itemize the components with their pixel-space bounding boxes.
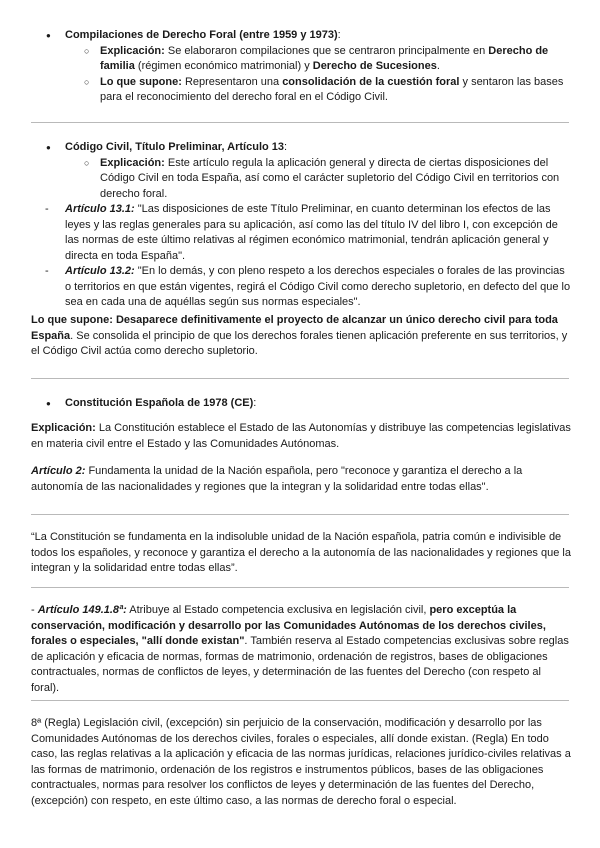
- subbullet-explicacion: ○ Explicación: Se elaboraron compilaciones que se centraron principalmente en Derecho de familia (régimen económico matrimonial) y Derecho de Sucesiones.: [31, 44, 571, 75]
- quote-constitucion: “La Constitución se fundamenta en la indisoluble unidad de la Nación española, patria común e indivisible de todos los españoles, y reconoce y garantiza el derecho a la autonomía de las nacionalidades y regiones que la integran y la solidaridad entre todas ellas”.: [31, 531, 571, 574]
- divider: [31, 700, 569, 701]
- section-constitucion: [31, 396, 571, 412]
- dash-item-art-13-2: - Artículo 13.2: "En lo demás, y con pleno respeto a los derechos especiales o forales de las provincias o territorios en que están vigentes, regirá el Código Civil como derecho supletorio, en defecto del que lo sea en cada una de aquéllas según sus normas especiales".: [31, 264, 571, 311]
- paragraph-articulo-2: Artículo 2: Fundamenta la unidad de la Nación española, pero "reconoce y garantiza el derecho a la autonomía de las nacionalidades y regiones que la integran y la solidaridad entre todas ellas".: [31, 465, 523, 493]
- heading-compilaciones: Compilaciones de Derecho Foral (entre 1959 y 1973): [65, 29, 338, 41]
- divider: [31, 514, 569, 515]
- subbullet-lo-que-supone: ○ Lo que supone: Representaron una consolidación de la cuestión foral y sentaron las bases para el reconocimiento del derecho foral en el Código Civil.: [31, 75, 571, 106]
- paragraph-explicacion-ce: Explicación: La Constitución establece el Estado de las Autonomías y distribuye las competencias legislativas en materia civil entre el Estado y las Comunidades Autónomas.: [31, 422, 571, 450]
- dash-item-art-13-1: - Artículo 13.1: "Las disposiciones de este Título Preliminar, en cuanto determinan los efectos de las leyes y las reglas generales para su aplicación, así como las del título IV del libro I, con excepción de las normas de este último relativas al régimen económico matrimonial, tendrán aplicación general y directa en toda España".: [31, 202, 571, 264]
- paragraph-regla-8: 8ª (Regla) Legislación civil, (excepción) sin perjuicio de la conservación, modificación y desarrollo por las Comunidades Autónomas de los derechos civiles, forales o especiales, allí donde existan. (Regla) En todo caso, las reglas relativas a la aplicación y eficacia de las normas jurídicas, relaciones jurídico-civiles relativas a las formas de matrimonio, ordenación de los registros e instrumentos públicos, bases de las obligaciones contractuales, normas para resolver los conflictos de leyes y determinación de las fuentes del Derecho, (excepción) con respeto, en este último caso, a las normas de derecho foral o especial.: [31, 717, 571, 807]
- subbullet-explicacion-art13: ○ Explicación: Este artículo regula la aplicación general y directa de ciertas disposiciones del Código Civil en toda España, así como el carácter supletorio del Código Civil en territorios con derecho foral.: [31, 156, 571, 203]
- divider: [31, 122, 569, 123]
- divider: [31, 587, 569, 588]
- section-codigo-civil: [31, 140, 571, 311]
- bullet-compilaciones: ● Compilaciones de Derecho Foral (entre 1959 y 1973):: [31, 28, 571, 44]
- heading-constitucion: Constitución Española de 1978 (CE): [65, 397, 254, 409]
- divider: [31, 378, 569, 379]
- bullet-constitucion: ● Constitución Española de 1978 (CE):: [31, 396, 571, 412]
- paragraph-lo-que-supone-cc: Lo que supone: Desaparece definitivamente el proyecto de alcanzar un único derecho civil para toda España. Se consolida el principio de que los derechos forales tienen aplicación preferente en sus territorios, y el Código Civil actúa como derecho supletorio.: [31, 314, 568, 357]
- bullet-codigo-civil: ● Código Civil, Título Preliminar, Artículo 13:: [31, 140, 571, 156]
- heading-codigo-civil: Código Civil, Título Preliminar, Artículo 13: [65, 141, 285, 153]
- paragraph-articulo-149: - Artículo 149.1.8ª: Atribuye al Estado competencia exclusiva en legislación civil, pero exceptúa la conservación, modificación y desarrollo por las Comunidades Autónomas de los derechos civiles, forales o especiales, "allí donde existan". También reserva al Estado competencias exclusivas sobre reglas de aplicación y eficacia de normas, formas de matrimonio, ordenación de registros, bases de obligaciones contractuales, normas de conflictos de leyes, y determinación de las fuentes del Derecho (con respeto al foral).: [31, 604, 569, 694]
- section-compilaciones: [31, 28, 571, 106]
